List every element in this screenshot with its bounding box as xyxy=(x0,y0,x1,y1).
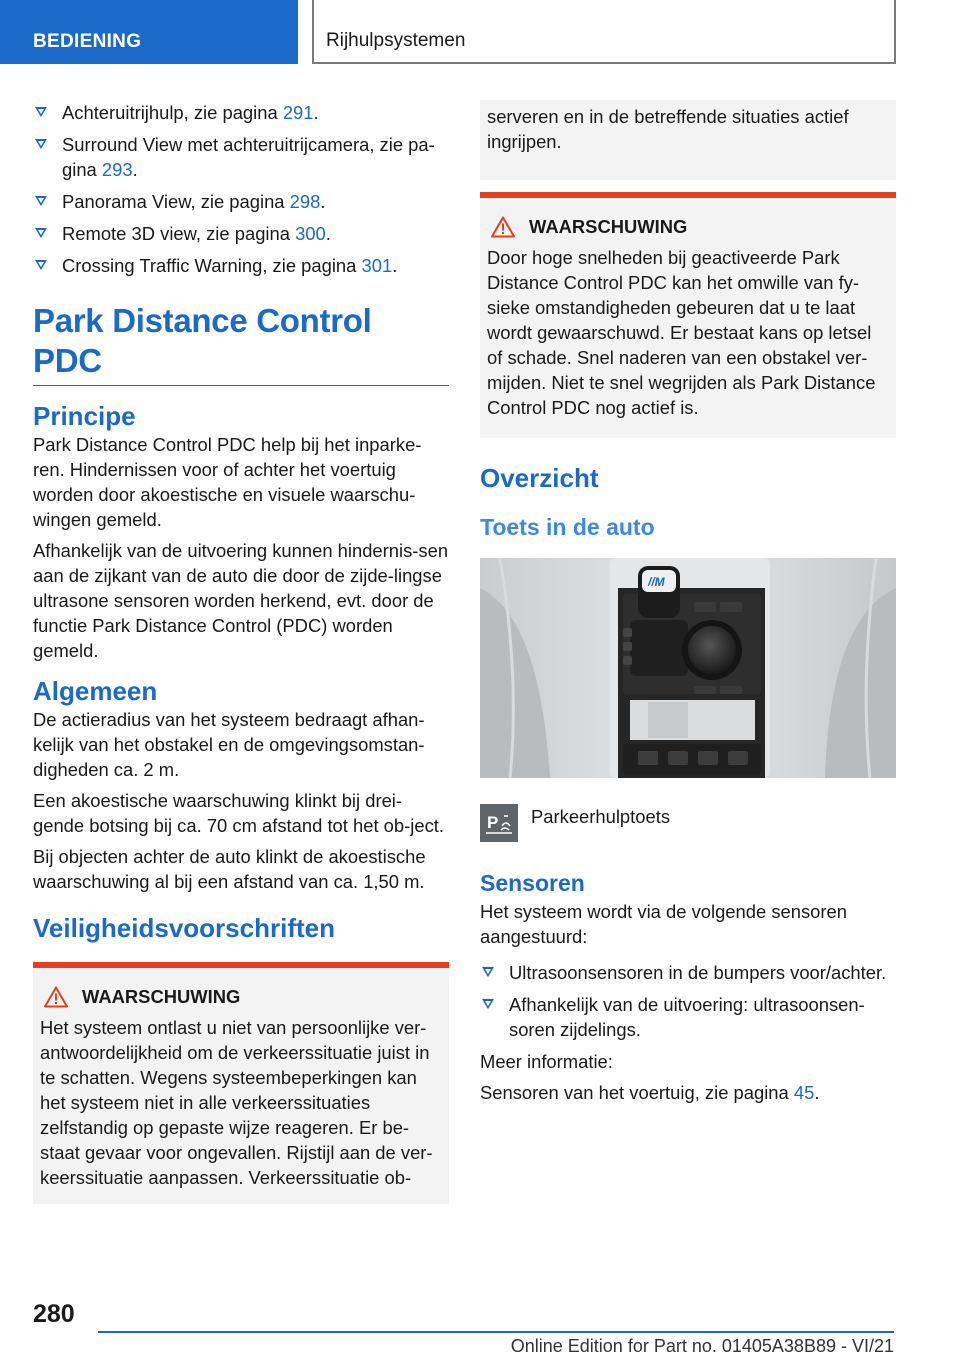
triangle-bullet-icon xyxy=(482,967,494,977)
list-item: Ultrasoonsensoren in de bumpers voor/achter. xyxy=(480,960,896,985)
triangle-bullet-icon xyxy=(482,999,494,1009)
principe-paragraph: Park Distance Control PDC help bij het inparke-ren. Hindernissen voor of achter het voertuig worden door akoestische en visuele waarschu-wingen gemeld. xyxy=(33,434,422,530)
page-link[interactable]: 291 xyxy=(282,102,314,123)
section-tab xyxy=(0,0,298,64)
toets-heading: Toets in de auto xyxy=(480,514,655,540)
section-label: BEDIENING xyxy=(33,31,142,52)
chapter-tab xyxy=(312,0,896,64)
warning-label: WAARSCHUWING xyxy=(529,216,688,237)
caption-text: Parkeerhulptoets xyxy=(531,806,671,827)
list-item: Achteruitrijhulp, zie pagina 291. xyxy=(33,100,449,125)
warning-text: Door hoge snelheden bij geactiveerde Park Distance Control PDC kan het omwille van fy-sieke omstandigheden gebeuren dat u te laat wordt gewaarschuwd. Er bestaat kans op letsel of schade. Snel naderen van een obstakel ver-mijden. Niet te snel wegrijden als Park Distance Control PDC nog actief is. xyxy=(487,247,876,418)
warning-box-continued xyxy=(480,100,896,180)
warning-header xyxy=(40,984,441,1009)
page-number: 280 xyxy=(33,1300,75,1328)
page-footer xyxy=(0,1290,960,1362)
warning-label: WAARSCHUWING xyxy=(82,986,241,1007)
warning-box xyxy=(33,962,449,1204)
right-column xyxy=(480,100,896,1111)
console-photo xyxy=(480,558,896,778)
photo-caption xyxy=(480,804,896,842)
triangle-bullet-icon xyxy=(35,107,47,117)
list-item: Afhankelijk van de uitvoering: ultrasoonsen-soren zijdelings. xyxy=(480,992,896,1042)
sensoren-intro: Het systeem wordt via de volgende sensoren aangestuurd: xyxy=(480,901,847,947)
chapter-label: Rijhulpsystemen xyxy=(326,30,466,51)
reference-list xyxy=(33,100,449,278)
triangle-bullet-icon xyxy=(35,139,47,149)
principe-heading: Principe xyxy=(33,401,136,431)
veiligheid-heading: Veiligheidsvoorschriften xyxy=(33,913,335,943)
sensor-reference: Sensoren van het voertuig, zie pagina 45. xyxy=(480,1082,820,1103)
algemeen-paragraph: De actieradius van het systeem bedraagt afhan-kelijk van het obstakel en de omgevingsomstan-digheden ca. 2 m. xyxy=(33,709,425,780)
warning-text: serveren en in de betreffende situaties actief ingrijpen. xyxy=(487,106,849,152)
triangle-bullet-icon xyxy=(35,196,47,206)
warning-box xyxy=(480,192,896,438)
page-title: Park Distance Control PDC xyxy=(33,285,449,386)
page-link[interactable]: 301 xyxy=(361,255,393,276)
more-info-label: Meer informatie: xyxy=(480,1051,613,1072)
page-link[interactable]: 45 xyxy=(793,1082,815,1103)
triangle-bullet-icon xyxy=(35,260,47,270)
overzicht-heading: Overzicht xyxy=(480,463,599,493)
algemeen-paragraph: Bij objecten achter de auto klinkt de akoestische waarschuwing al bij een afstand van ca. 1,50 m. xyxy=(33,846,426,892)
warning-text: Het systeem ontlast u niet van persoonlijke ver-antwoordelijkheid om de verkeerssituatie juist in te schatten. Wegens systeembeperkingen kan het systeem niet in alle verkeerssituaties zelfstandig op gepaste wijze reageren. Er be-staat gevaar voor ongevallen. Rijstijl aan de ver-keerssituatie aanpassen. Verkeerssituatie ob- xyxy=(40,1017,433,1188)
footer-rule xyxy=(98,1331,894,1333)
algemeen-heading: Algemeen xyxy=(33,676,158,706)
page-link[interactable]: 298 xyxy=(289,191,321,212)
list-item: Surround View met achteruitrijcamera, zie pa-gina 293. xyxy=(33,132,449,182)
algemeen-paragraph: Een akoestische waarschuwing klinkt bij drei-gende botsing bij ca. 70 cm afstand tot het ob-ject. xyxy=(33,790,444,836)
svg-text://M: //M xyxy=(648,575,665,589)
svg-text:P: P xyxy=(487,813,499,832)
left-column xyxy=(33,100,449,1204)
sensoren-heading: Sensoren xyxy=(480,870,585,896)
list-item: Panorama View, zie pagina 298. xyxy=(33,189,449,214)
page-link[interactable]: 300 xyxy=(295,223,326,244)
triangle-bullet-icon xyxy=(35,228,47,238)
warning-header xyxy=(487,214,888,239)
warning-triangle-icon xyxy=(491,216,515,238)
page-link[interactable]: 293 xyxy=(101,159,133,180)
list-item: Crossing Traffic Warning, zie pagina 301. xyxy=(33,253,449,278)
edition-text: Online Edition for Part no. 01405A38B89 - VI/21 xyxy=(510,1336,894,1356)
principe-paragraph: Afhankelijk van de uitvoering kunnen hindernis-sen aan de zijkant van de auto die door de zijde-lingse ultrasone sensoren worden herkend, evt. door de functie Park Distance Control (PDC) worden gemeld. xyxy=(33,540,449,661)
list-item: Remote 3D view, zie pagina 300. xyxy=(33,221,449,246)
warning-triangle-icon xyxy=(44,986,68,1008)
parking-assist-icon xyxy=(480,804,518,842)
